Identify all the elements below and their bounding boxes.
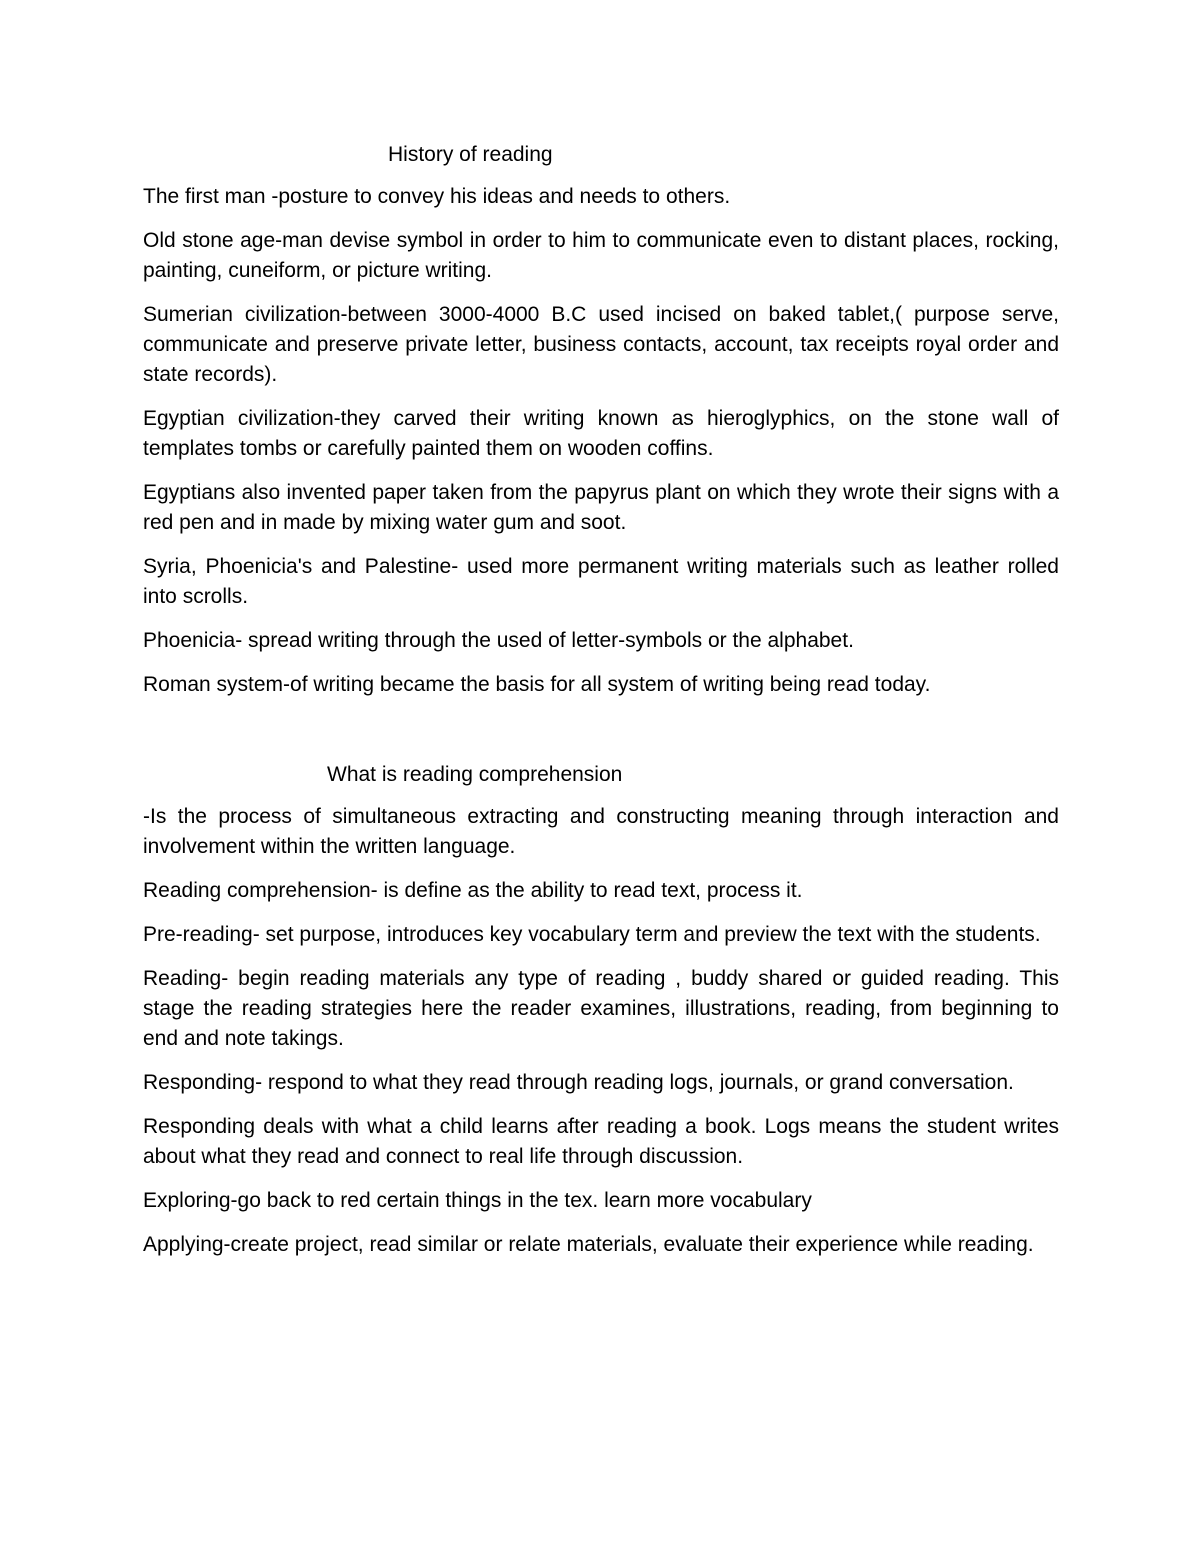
paragraph: Responding- respond to what they read through reading logs, journals, or grand conversation. [143,1071,1014,1094]
paragraph: Egyptians also invented paper taken from the papyrus plant on which they wrote their signs with a red pen and in made by mixing water gum and soot. [143,481,1059,534]
paragraph: The first man -posture to convey his ideas and needs to others. [143,185,731,208]
paragraph: -Is the process of simultaneous extracting and constructing meaning through interaction and involvement within the written language. [143,805,1059,858]
paragraph: Egyptian civilization-they carved their writing known as hieroglyphics, on the stone wall of templates tombs or carefully painted them on wooden coffins. [143,407,1059,460]
document-body [143,140,1059,1260]
paragraph: Exploring-go back to red certain things in the tex. learn more vocabulary [143,1189,812,1212]
paragraph: Reading comprehension- is define as the ability to read text, process it. [143,879,803,902]
paragraph: Roman system-of writing became the basis for all system of writing being read today. [143,673,931,696]
paragraph: Sumerian civilization-between 3000-4000 B.C used incised on baked tablet,( purpose serve, communicate and preserve private letter, business contacts, account, tax receipts royal order and state records). [143,303,1059,386]
section-spacer [143,714,1059,760]
paragraph: Applying-create project, read similar or relate materials, evaluate their experience while reading. [143,1233,1034,1256]
paragraph: Reading- begin reading materials any type of reading , buddy shared or guided reading. This stage the reading strategies here the reader examines, illustrations, reading, from beginning to end and note takings. [143,967,1059,1050]
paragraph: Old stone age-man devise symbol in order to him to communicate even to distant places, rocking, painting, cuneiform, or picture writing. [143,229,1059,282]
paragraph: Syria, Phoenicia's and Palestine- used more permanent writing materials such as leather rolled into scrolls. [143,555,1059,608]
paragraph: Phoenicia- spread writing through the used of letter-symbols or the alphabet. [143,629,854,652]
paragraph: Pre-reading- set purpose, introduces key vocabulary term and preview the text with the students. [143,923,1041,946]
section-title-history-of-reading: History of reading [388,143,553,166]
section-title-reading-comprehension: What is reading comprehension [327,763,623,786]
paragraph: Responding deals with what a child learns after reading a book. Logs means the student writes about what they read and connect to real life through discussion. [143,1115,1059,1168]
